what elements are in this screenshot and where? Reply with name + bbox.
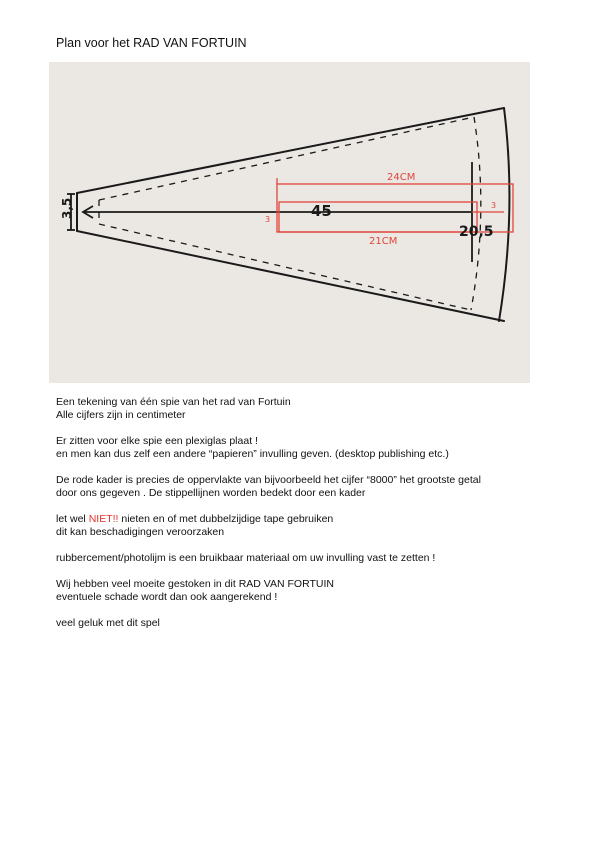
page-title: Plan voor het RAD VAN FORTUIN: [56, 36, 247, 50]
text-line: De rode kader is precies de oppervlakte van bijvoorbeeld het cijfer “8000” het grootste getal: [56, 474, 481, 486]
text-line: dit kan beschadigingen veroorzaken: [56, 526, 225, 538]
text-line: door ons gegeven . De stippellijnen worden bedekt door een kader: [56, 487, 366, 499]
text-line: Wij hebben veel moeite gestoken in dit RAD VAN FORTUIN: [56, 578, 334, 590]
paragraph-plexiglas: [56, 435, 556, 461]
wedge-bottom-edge: [77, 231, 504, 321]
label-left-width: 3,5: [60, 197, 74, 219]
instructions-text: [56, 396, 556, 643]
text-line: [56, 513, 556, 526]
wedge-right-arc: [499, 108, 509, 321]
warning-prefix: let wel: [56, 513, 89, 525]
text-line: eventuele schade wordt dan ook aangerekend !: [56, 591, 278, 603]
paragraph-glue: [56, 552, 556, 565]
wedge-drawing-photo: [49, 62, 530, 383]
paragraph-closing: [56, 617, 556, 630]
red-frame-inner: [279, 202, 477, 232]
warning-suffix: nieten en of met dubbelzijdige tape gebruiken: [118, 513, 334, 525]
text-line: en men kan dus zelf een andere “papieren” invulling geven. (desktop publishing etc.): [56, 448, 449, 460]
label-right-width: 20,5: [459, 224, 494, 240]
paragraph-warning: [56, 513, 556, 539]
text-line: Alle cijfers zijn in centimeter: [56, 409, 186, 421]
text-line: rubbercement/photolijm is een bruikbaar materiaal om uw invulling vast te zetten !: [56, 552, 436, 564]
text-line: Er zitten voor elke spie een plexiglas plaat !: [56, 435, 258, 447]
wedge-drawing: [49, 62, 530, 383]
dashed-top: [99, 117, 474, 200]
text-line: veel geluk met dit spel: [56, 617, 160, 629]
wedge-top-edge: [77, 108, 504, 193]
label-bottom-red: 21CM: [369, 236, 398, 247]
label-top-red: 24CM: [387, 172, 416, 183]
label-small-left: 3: [265, 215, 271, 224]
warning-emphasis: NIET!!: [88, 513, 119, 525]
paragraph-red-frame: [56, 474, 556, 500]
label-length: 45: [311, 202, 332, 220]
dashed-bottom: [99, 224, 471, 310]
paragraph-damage: [56, 578, 556, 604]
paragraph-intro: [56, 396, 556, 422]
text-line: Een tekening van één spie van het rad van Fortuin: [56, 396, 291, 408]
label-small-right: 3: [491, 201, 497, 210]
